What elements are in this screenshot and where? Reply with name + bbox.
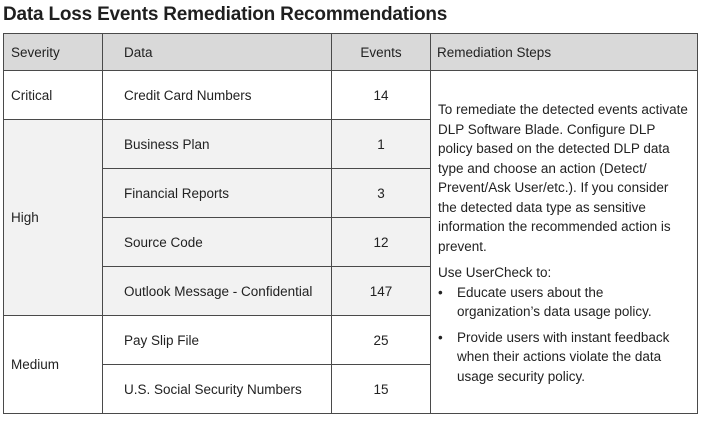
severity-cell-high: High bbox=[4, 120, 103, 316]
remediation-table bbox=[3, 33, 698, 414]
bullet-icon: • bbox=[438, 329, 443, 345]
column-header-events: Events bbox=[332, 34, 431, 71]
bullet-text: Educate users about the organization’s data usage policy. bbox=[457, 284, 652, 319]
data-cell: Pay Slip File bbox=[103, 316, 332, 365]
bullet-icon: • bbox=[438, 284, 443, 300]
usercheck-bullet-list bbox=[438, 283, 689, 387]
events-cell: 12 bbox=[332, 218, 431, 267]
events-cell: 15 bbox=[332, 365, 431, 414]
events-cell: 147 bbox=[332, 267, 431, 316]
events-cell: 3 bbox=[332, 169, 431, 218]
data-cell: Outlook Message - Confidential bbox=[103, 267, 332, 316]
list-item bbox=[438, 283, 689, 322]
data-cell: Credit Card Numbers bbox=[103, 71, 332, 120]
list-item bbox=[438, 328, 689, 387]
table-header-row bbox=[4, 34, 698, 71]
severity-cell-critical: Critical bbox=[4, 71, 103, 120]
data-cell: Source Code bbox=[103, 218, 332, 267]
table-row bbox=[4, 71, 698, 120]
column-header-severity: Severity bbox=[4, 34, 103, 71]
data-cell: Financial Reports bbox=[103, 169, 332, 218]
page-title: Data Loss Events Remediation Recommendations bbox=[3, 4, 448, 25]
data-cell: Business Plan bbox=[103, 120, 332, 169]
events-cell: 14 bbox=[332, 71, 431, 120]
bullet-text: Provide users with instant feedback when their actions violate the data usage security policy. bbox=[457, 329, 670, 384]
severity-cell-medium: Medium bbox=[4, 316, 103, 414]
remediation-paragraph: To remediate the detected events activate DLP Software Blade. Configure DLP policy based on the detected DLP data type and choose an action (Detect/ Prevent/Ask User/etc.). If you consider the detected data type as sensitive information the recommended action is prevent. bbox=[438, 102, 688, 254]
data-cell: U.S. Social Security Numbers bbox=[103, 365, 332, 414]
events-cell: 1 bbox=[332, 120, 431, 169]
column-header-data: Data bbox=[103, 34, 332, 71]
column-header-remediation-steps: Remediation Steps bbox=[431, 34, 698, 71]
events-cell: 25 bbox=[332, 316, 431, 365]
usercheck-intro: Use UserCheck to: bbox=[438, 265, 552, 280]
remediation-steps-cell bbox=[431, 71, 698, 414]
